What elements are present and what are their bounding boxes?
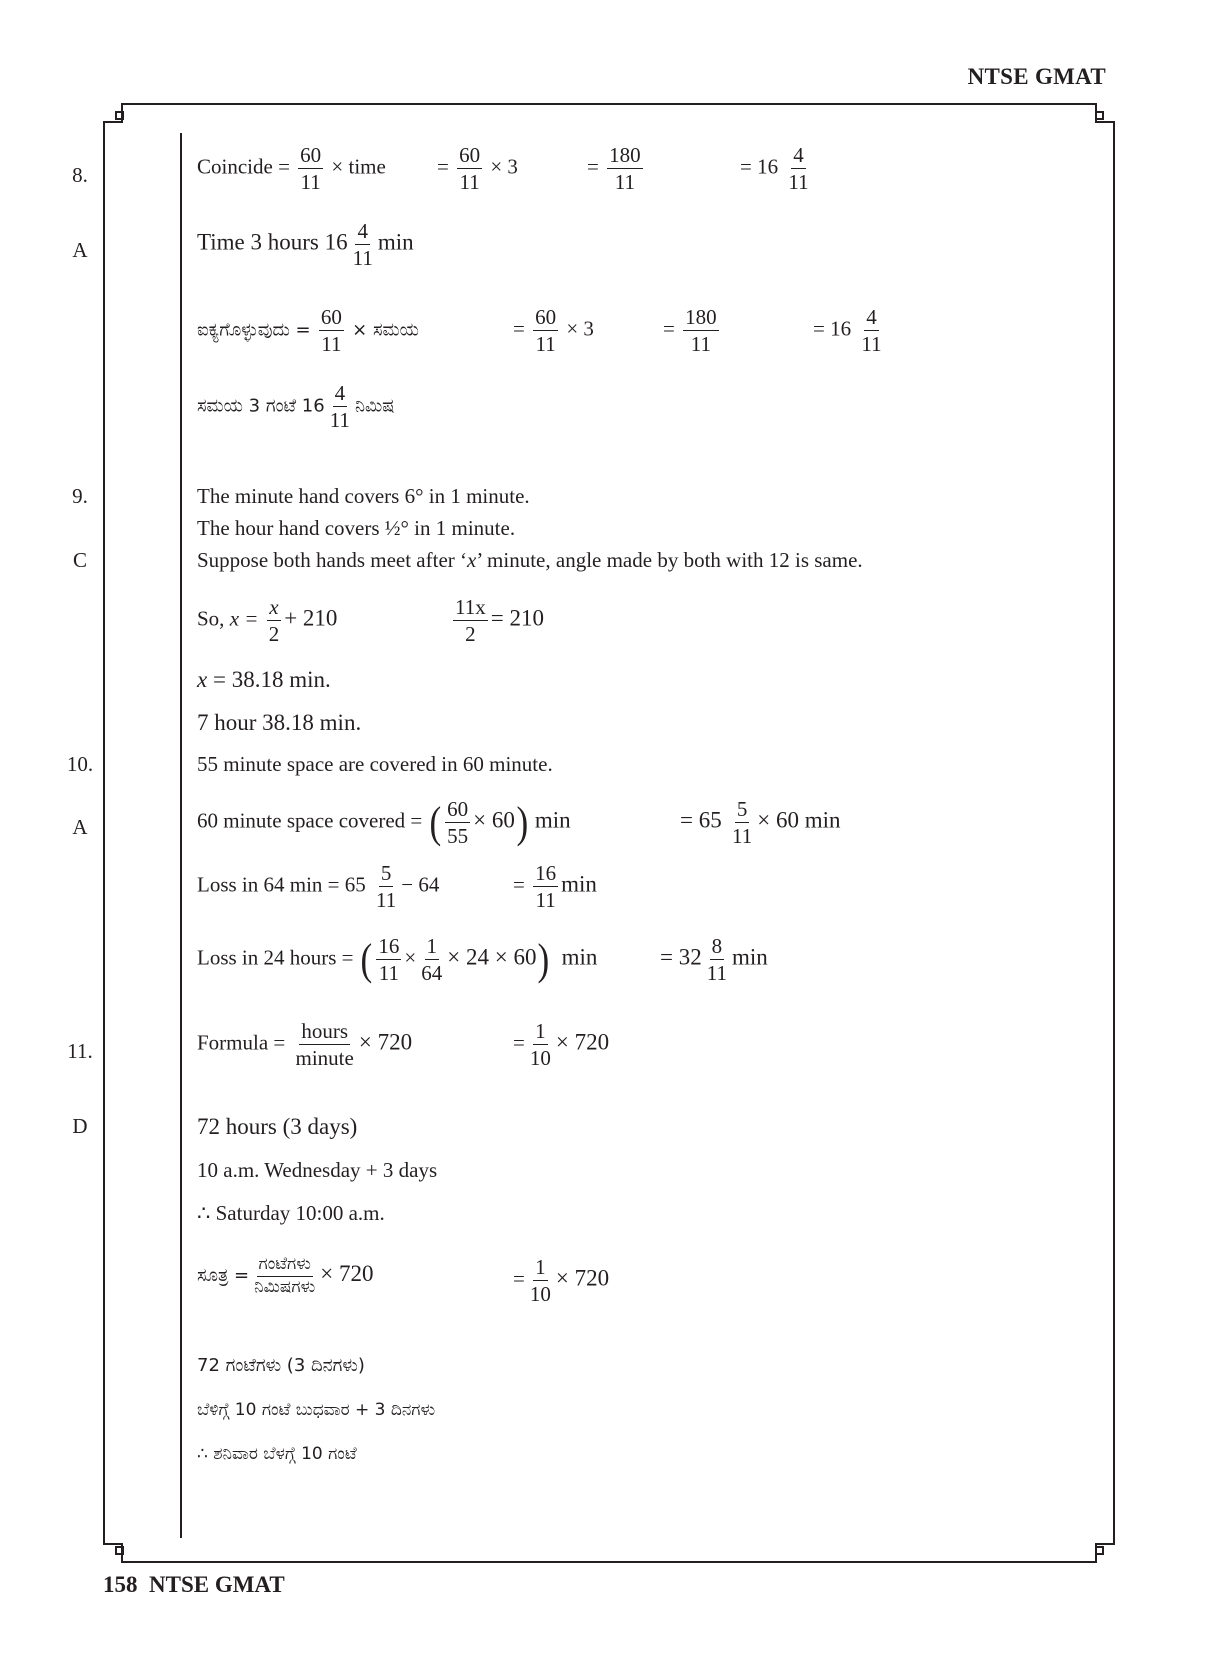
- question-number: 11.: [67, 1039, 93, 1063]
- answer-letter: D: [72, 1114, 88, 1138]
- q8-step: = $\frac{180}{11}$: [587, 143, 641, 195]
- q9-answer: 7 hour 38.18 min.: [197, 710, 362, 735]
- q10-loss-24-result: = 32 $\frac{8}{11}$ min: [660, 934, 768, 986]
- q11-hours: 72 hours (3 days): [197, 1114, 358, 1139]
- q11-formula-result: = $\frac{1}{10}$ × 720: [513, 1019, 610, 1071]
- question-number: 8.: [72, 163, 88, 187]
- q9-line: The hour hand covers ½° in 1 minute.: [197, 516, 516, 540]
- footer-page: 158 NTSE GMAT: [103, 1572, 285, 1597]
- q11-kannada-answer: ∴ ಶನಿವಾರ ಬೆಳಗ್ಗೆ 10 ಗಂಟೆ: [197, 1444, 357, 1464]
- fraction: $\frac{4}{11}$: [788, 143, 809, 195]
- fraction: $\frac{180}{11}$: [609, 143, 641, 195]
- q9-equation-2: $\frac{11x}{2}$ = 210: [455, 595, 544, 647]
- fraction: $\frac{4}{11}$: [352, 219, 373, 271]
- column-divider: [180, 133, 182, 1538]
- q11-kannada-line: ಬೆಳಿಗ್ಗೆ 10 ಗಂಟೆ ಬುಧವಾರ + 3 ದಿನಗಳು: [197, 1400, 436, 1420]
- q9-x-value: x = 38.18 min.: [197, 667, 331, 692]
- fraction: $\frac{\text{ಗಂಟೆಗಳು}}{\text{ನಿಮಿಷಗಳು}}$: [254, 1254, 316, 1297]
- fraction: $\frac{11x}{2}$: [455, 595, 486, 647]
- q8-kannada-equation: ಐಕ್ಯಗೊಳ್ಳುವುದು = $\frac{60}{11}$ × ಸಮಯ: [197, 305, 419, 357]
- q9-line: The minute hand covers 6° in 1 minute.: [197, 484, 530, 508]
- q10-loss-64: Loss in 64 min = 65 $\frac{5}{11}$ − 64: [197, 861, 440, 913]
- q8-kannada-time: ಸಮಯ 3 ಗಂಟೆ 16 $\frac{4}{11}$ ನಿಮಿಷ: [197, 381, 395, 433]
- fraction: $\frac{16}{11}$: [378, 934, 400, 986]
- fraction: $\frac{1}{10}$: [529, 1019, 551, 1071]
- q11-kannada-result: = $\frac{1}{10}$ × 720: [513, 1255, 610, 1307]
- answer-letter: C: [72, 548, 87, 572]
- fraction: $\frac{180}{11}$: [685, 305, 717, 357]
- q8-kannada-result: = 16 $\frac{4}{11}$: [813, 305, 882, 357]
- q9-line: Suppose both hands meet after ‘x’ minute, angle made by both with 12 is same.: [197, 548, 863, 572]
- q10-result: = 65 $\frac{5}{11}$ × 60 min: [680, 797, 841, 849]
- answer-letter: A: [72, 815, 88, 839]
- fraction: $\frac{1}{64}$: [421, 934, 443, 986]
- fraction: $\frac{60}{11}$: [300, 143, 322, 195]
- q11-answer: ∴ Saturday 10:00 a.m.: [197, 1201, 385, 1225]
- q9-equation: So, x = $\frac{x}{2}$ + 210: [197, 595, 338, 647]
- header-title: NTSE GMAT: [967, 64, 1106, 89]
- fraction: $\frac{4}{11}$: [861, 305, 882, 357]
- fraction: $\frac{4}{11}$: [329, 381, 350, 433]
- q10-line: 55 minute space are covered in 60 minute.: [197, 752, 553, 776]
- question-number: 10.: [66, 752, 94, 776]
- fraction: $\frac{16}{11}$: [535, 861, 557, 913]
- q8-step: = $\frac{60}{11}$ × 3: [437, 143, 518, 195]
- fraction: $\frac{60}{11}$: [459, 143, 481, 195]
- q8-kannada-step: = $\frac{60}{11}$ × 3: [513, 305, 594, 357]
- fraction: $\frac{x}{2}$: [268, 595, 280, 647]
- fraction: $\frac{60}{11}$: [320, 305, 342, 357]
- q11-formula: Formula = $\frac{\text{hours}}{\text{minute}}$ × 720: [197, 1019, 413, 1071]
- question-number: 9.: [72, 484, 88, 508]
- fraction: $\frac{1}{10}$: [529, 1255, 551, 1307]
- answer-letter: A: [72, 238, 88, 262]
- q11-kannada-formula: ಸೂತ್ರ = $\frac{\text{ಗಂಟೆಗಳು}}{\text{ನಿಮಿಷಗಳು}}$ × 720: [197, 1254, 374, 1297]
- q11-kannada-hours: 72 ಗಂಟೆಗಳು (3 ದಿನಗಳು): [197, 1355, 365, 1376]
- fraction: $\frac{60}{55}$: [447, 797, 469, 849]
- fraction: $\frac{8}{11}$: [706, 934, 727, 986]
- q10-loss-24: Loss in 24 hours = ( $\frac{16}{11}$ × $\frac{1}{64}$ × 24 × 60) min: [197, 934, 598, 986]
- q8-result: = 16 $\frac{4}{11}$: [740, 143, 809, 195]
- q10-loss-64-result: = $\frac{16}{11}$ min: [513, 861, 597, 913]
- fraction: $\frac{60}{11}$: [535, 305, 557, 357]
- q11-line: 10 a.m. Wednesday + 3 days: [197, 1158, 438, 1182]
- fraction: $\frac{5}{11}$: [376, 861, 397, 913]
- q8-time: Time 3 hours 16 $\frac{4}{11}$ min: [197, 219, 414, 271]
- q8-kannada-step: = $\frac{180}{11}$: [663, 305, 717, 357]
- fraction: $\frac{5}{11}$: [731, 797, 753, 849]
- fraction: $\frac{\text{hours}}{\text{minute}}$: [295, 1019, 354, 1071]
- q10-equation: 60 minute space covered = ( $\frac{60}{55}$ × 60) min: [197, 797, 571, 849]
- q8-equation: Coincide = $\frac{60}{11}$ × time: [197, 143, 386, 195]
